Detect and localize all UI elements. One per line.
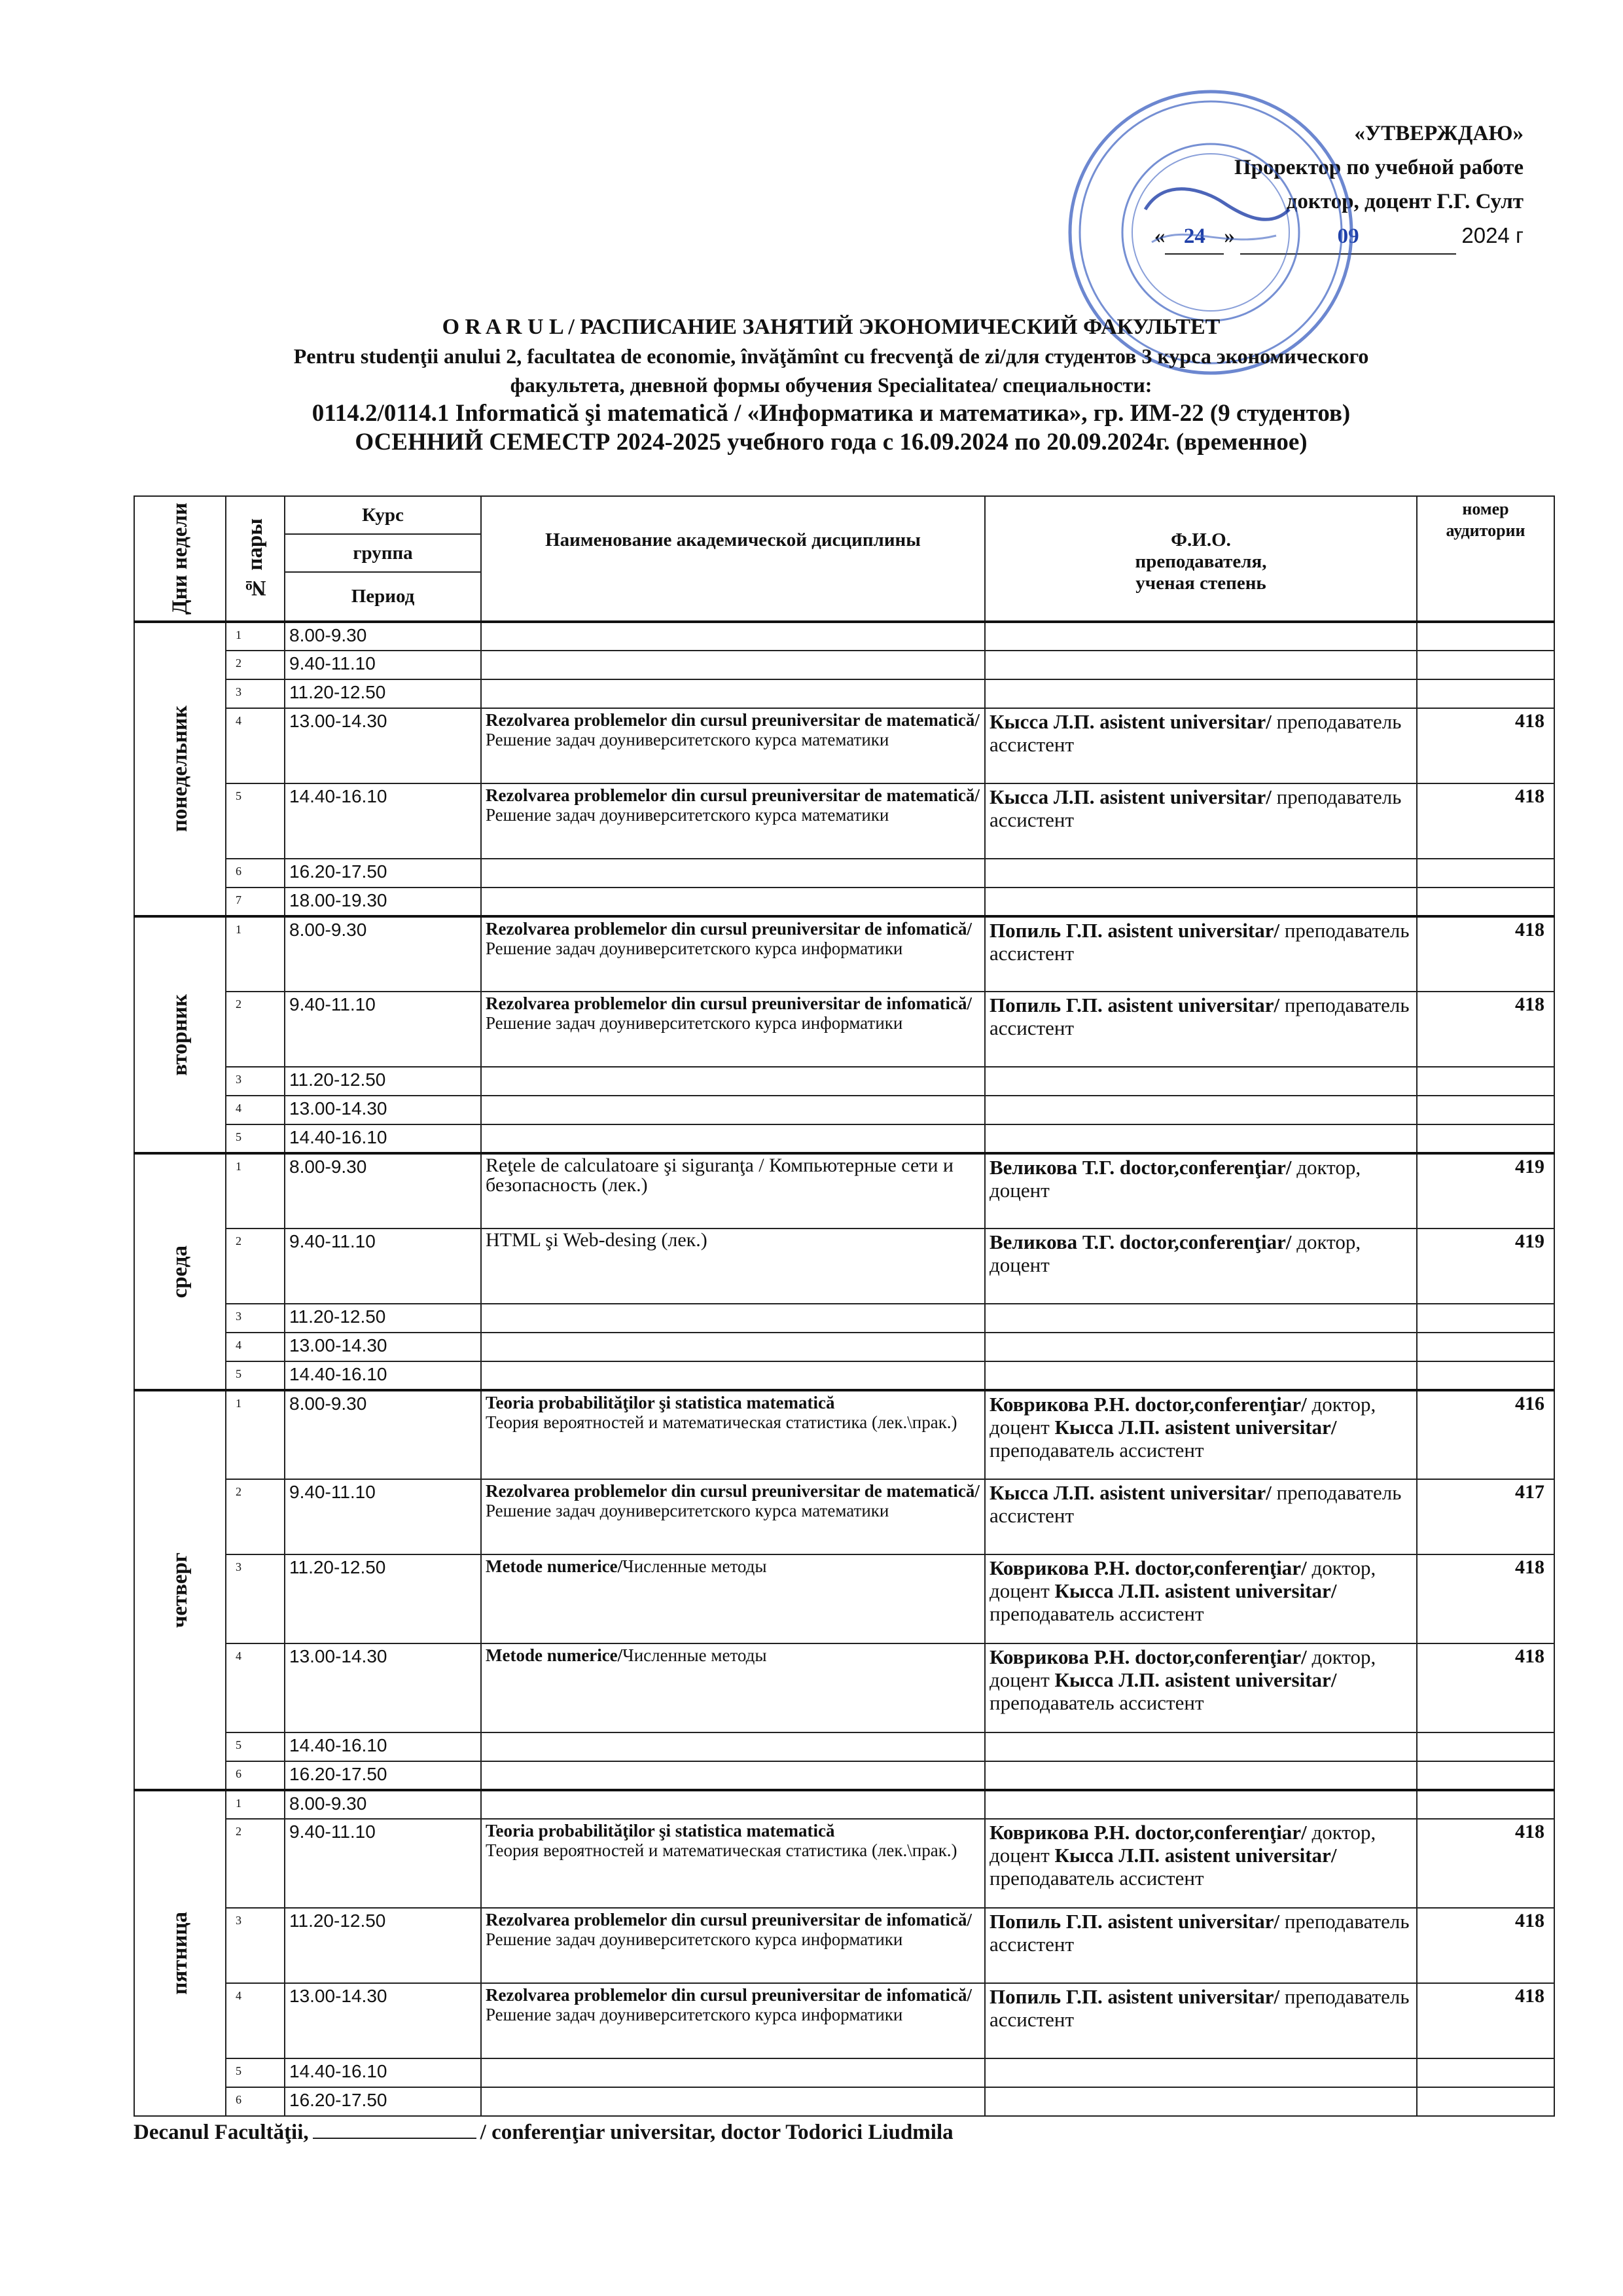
pair-number: 2 bbox=[226, 1479, 285, 1554]
room-number bbox=[1417, 859, 1554, 888]
discipline-ro: Rezolvarea problemelor din cursul preuniversitar de infomatică/ bbox=[486, 1910, 972, 1929]
room-number: 418 bbox=[1417, 992, 1554, 1067]
table-row bbox=[134, 1983, 1554, 2058]
teacher-name: Коврикова Р.Н. doctor,conferenţiar/ bbox=[990, 1393, 1307, 1416]
room-number: 417 bbox=[1417, 1479, 1554, 1554]
discipline-text: HTML şi Web-desing (лек.) bbox=[486, 1229, 707, 1251]
pair-time: 13.00-14.30 bbox=[285, 1983, 481, 2058]
day-label: среда bbox=[168, 1245, 192, 1299]
header-period: Период bbox=[285, 572, 481, 622]
discipline-cell bbox=[481, 2058, 985, 2087]
teacher-cell bbox=[985, 1908, 1417, 1983]
header-room: номер аудитории bbox=[1417, 496, 1554, 622]
room-number: 418 bbox=[1417, 1554, 1554, 1643]
pair-time: 11.20-12.50 bbox=[285, 679, 481, 708]
pair-time: 11.20-12.50 bbox=[285, 1908, 481, 1983]
pair-number: 6 bbox=[226, 2087, 285, 2116]
teacher-cell bbox=[985, 1390, 1417, 1479]
approval-year: 2024 г bbox=[1461, 223, 1524, 247]
teacher-cell bbox=[985, 2058, 1417, 2087]
discipline-cell bbox=[481, 708, 985, 783]
table-row bbox=[134, 1096, 1554, 1124]
discipline-ro: Rezolvarea problemelor din cursul preuniversitar de infomatică/ bbox=[486, 919, 972, 939]
pair-number: 4 bbox=[226, 1983, 285, 2058]
pair-time: 13.00-14.30 bbox=[285, 1333, 481, 1361]
discipline-ru: Решение задач доуниверситетского курса информатики bbox=[486, 2005, 903, 2024]
pair-time: 13.00-14.30 bbox=[285, 708, 481, 783]
teacher-cell bbox=[985, 1333, 1417, 1361]
room-number: 419 bbox=[1417, 1153, 1554, 1229]
day-label: понедельник bbox=[168, 706, 192, 833]
teacher-cell bbox=[985, 783, 1417, 859]
approval-title: «УТВЕРЖДАЮ» bbox=[1354, 122, 1524, 145]
teacher-cell bbox=[985, 1229, 1417, 1304]
pair-time: 9.40-11.10 bbox=[285, 992, 481, 1067]
teacher-name: Попиль Г.П. asistent universitar/ bbox=[990, 1985, 1280, 2008]
pair-time: 18.00-19.30 bbox=[285, 888, 481, 916]
teacher-name: Коврикова Р.Н. doctor,conferenţiar/ bbox=[990, 1645, 1307, 1668]
discipline-cell bbox=[481, 1124, 985, 1153]
table-row bbox=[134, 1908, 1554, 1983]
teacher-name: Попиль Г.П. asistent universitar/ bbox=[990, 919, 1280, 942]
teacher-cell bbox=[985, 859, 1417, 888]
discipline-ru: Численные методы bbox=[622, 1645, 767, 1665]
table-row bbox=[134, 1761, 1554, 1790]
discipline-ru: Решение задач доуниверситетского курса информатики bbox=[486, 939, 903, 958]
day-label: пятница bbox=[168, 1912, 192, 1995]
pair-number: 4 bbox=[226, 1643, 285, 1732]
room-number bbox=[1417, 2058, 1554, 2087]
discipline-cell bbox=[481, 859, 985, 888]
room-number: 418 bbox=[1417, 708, 1554, 783]
discipline-cell bbox=[481, 1554, 985, 1643]
discipline-cell bbox=[481, 2087, 985, 2116]
pair-time: 8.00-9.30 bbox=[285, 622, 481, 651]
header-specialty: 0114.2/0114.1 Informatică şi matematică / «Информатика и математика», гр. ИМ-22 (9 студентов) bbox=[312, 400, 1351, 427]
teacher-cell bbox=[985, 708, 1417, 783]
table-row bbox=[134, 888, 1554, 916]
room-number bbox=[1417, 1096, 1554, 1124]
pair-number: 5 bbox=[226, 1361, 285, 1390]
teacher-name: Коврикова Р.Н. doctor,conferenţiar/ bbox=[990, 1821, 1307, 1844]
teacher-name: Коврикова Р.Н. doctor,conferenţiar/ bbox=[990, 1556, 1307, 1579]
room-number bbox=[1417, 1304, 1554, 1333]
room-number: 418 bbox=[1417, 1983, 1554, 2058]
discipline-ru: Численные методы bbox=[622, 1556, 767, 1576]
header-course: Курс bbox=[285, 496, 481, 534]
room-number bbox=[1417, 622, 1554, 651]
pair-time: 8.00-9.30 bbox=[285, 1153, 481, 1229]
pair-time: 16.20-17.50 bbox=[285, 1761, 481, 1790]
discipline-cell bbox=[481, 1983, 985, 2058]
teacher-cell bbox=[985, 1153, 1417, 1229]
discipline-ru: Теория вероятностей и математическая статистика (лек.\прак.) bbox=[486, 1412, 957, 1432]
day-cell bbox=[134, 916, 226, 1153]
pair-time: 11.20-12.50 bbox=[285, 1067, 481, 1096]
table-row bbox=[134, 1153, 1554, 1229]
table-row bbox=[134, 651, 1554, 679]
discipline-ru: Решение задач доуниверситетского курса информатики bbox=[486, 1929, 903, 1949]
discipline-cell bbox=[481, 1790, 985, 1819]
teacher-cell bbox=[985, 1761, 1417, 1790]
table-row bbox=[134, 1390, 1554, 1479]
approval-position: Проректор по учебной работе bbox=[1234, 156, 1524, 179]
table-row bbox=[134, 1819, 1554, 1908]
pair-time: 8.00-9.30 bbox=[285, 916, 481, 992]
pair-number: 3 bbox=[226, 1554, 285, 1643]
teacher-degree-2: преподаватель ассистент bbox=[990, 1867, 1204, 1890]
table-row bbox=[134, 1304, 1554, 1333]
room-number bbox=[1417, 1790, 1554, 1819]
teacher-cell bbox=[985, 1790, 1417, 1819]
pair-time: 16.20-17.50 bbox=[285, 2087, 481, 2116]
pair-number: 1 bbox=[226, 1153, 285, 1229]
approval-date-close: » bbox=[1224, 224, 1235, 248]
discipline-ro: Rezolvarea problemelor din cursul preuniversitar de infomatică/ bbox=[486, 1985, 972, 2005]
discipline-cell bbox=[481, 1908, 985, 1983]
table-row bbox=[134, 1790, 1554, 1819]
day-cell bbox=[134, 1153, 226, 1390]
teacher-degree: преподаватель ассистент bbox=[990, 919, 1410, 965]
day-cell bbox=[134, 1390, 226, 1790]
teacher-cell bbox=[985, 916, 1417, 992]
teacher-degree: преподаватель ассистент bbox=[990, 1985, 1410, 2031]
pair-number: 5 bbox=[226, 783, 285, 859]
discipline-cell bbox=[481, 1153, 985, 1229]
header-semester: ОСЕННИЙ СЕМЕСТР 2024-2025 учебного года с 16.09.2024 по 20.09.2024г. (временное) bbox=[355, 429, 1308, 456]
dean-name: / conferenţiar universitar, doctor Todorici Liudmila bbox=[480, 2121, 954, 2144]
teacher-name-2: Кысса Л.П. asistent universitar/ bbox=[1054, 1668, 1337, 1691]
pair-number: 5 bbox=[226, 1732, 285, 1761]
pair-number: 1 bbox=[226, 916, 285, 992]
pair-time: 14.40-16.10 bbox=[285, 1361, 481, 1390]
pair-time: 16.20-17.50 bbox=[285, 859, 481, 888]
teacher-name: Попиль Г.П. asistent universitar/ bbox=[990, 994, 1280, 1016]
teacher-degree: доктор, доцент bbox=[990, 1556, 1376, 1602]
teacher-degree: доктор, доцент bbox=[990, 1230, 1361, 1276]
teacher-cell bbox=[985, 679, 1417, 708]
discipline-cell bbox=[481, 916, 985, 992]
room-number bbox=[1417, 1067, 1554, 1096]
room-number: 418 bbox=[1417, 916, 1554, 992]
header-title: O R A R U L / РАСПИСАНИЕ ЗАНЯТИЙ ЭКОНОМИЧЕСКИЙ ФАКУЛЬТЕТ bbox=[442, 315, 1221, 339]
table-row bbox=[134, 916, 1554, 992]
teacher-cell bbox=[985, 1479, 1417, 1554]
teacher-cell bbox=[985, 2087, 1417, 2116]
pair-number: 4 bbox=[226, 1096, 285, 1124]
pair-number: 3 bbox=[226, 1304, 285, 1333]
pair-time: 9.40-11.10 bbox=[285, 651, 481, 679]
table-row bbox=[134, 2058, 1554, 2087]
table-row bbox=[134, 1333, 1554, 1361]
header-line-3: факультета, дневной формы обучения Specialitatea/ специальности: bbox=[510, 373, 1152, 397]
discipline-ru: Решение задач доуниверситетского курса математики bbox=[486, 805, 889, 825]
pair-number: 3 bbox=[226, 679, 285, 708]
table-row bbox=[134, 1067, 1554, 1096]
approval-month: 09 bbox=[1240, 219, 1456, 255]
pair-number: 1 bbox=[226, 622, 285, 651]
room-number: 418 bbox=[1417, 1643, 1554, 1732]
teacher-cell bbox=[985, 1983, 1417, 2058]
discipline-ro: Teoria probabilităţilor şi statistica matematică bbox=[486, 1821, 835, 1840]
discipline-cell bbox=[481, 888, 985, 916]
approval-day: 24 bbox=[1165, 219, 1224, 255]
teacher-name: Кысса Л.П. asistent universitar/ bbox=[990, 785, 1272, 808]
pair-number: 2 bbox=[226, 1229, 285, 1304]
teacher-cell bbox=[985, 1096, 1417, 1124]
day-cell bbox=[134, 1790, 226, 2116]
room-number bbox=[1417, 1124, 1554, 1153]
teacher-degree: преподаватель ассистент bbox=[990, 1910, 1410, 1956]
teacher-cell bbox=[985, 651, 1417, 679]
discipline-ru: Теория вероятностей и математическая статистика (лек.\прак.) bbox=[486, 1840, 957, 1860]
discipline-cell bbox=[481, 1304, 985, 1333]
room-number bbox=[1417, 888, 1554, 916]
pair-number: 1 bbox=[226, 1790, 285, 1819]
discipline-cell bbox=[481, 1096, 985, 1124]
discipline-cell bbox=[481, 1643, 985, 1732]
discipline-cell bbox=[481, 622, 985, 651]
discipline-cell bbox=[481, 1479, 985, 1554]
teacher-cell bbox=[985, 992, 1417, 1067]
pair-number: 7 bbox=[226, 888, 285, 916]
discipline-cell bbox=[481, 651, 985, 679]
teacher-name-2: Кысса Л.П. asistent universitar/ bbox=[1054, 1416, 1337, 1439]
pair-time: 14.40-16.10 bbox=[285, 1124, 481, 1153]
pair-number: 1 bbox=[226, 1390, 285, 1479]
pair-time: 13.00-14.30 bbox=[285, 1096, 481, 1124]
discipline-text: Reţele de calculatoare şi siguranţa / Компьютерные сети и безопасность (лек.) bbox=[486, 1155, 954, 1196]
teacher-cell bbox=[985, 1643, 1417, 1732]
pair-number: 2 bbox=[226, 651, 285, 679]
table-row bbox=[134, 783, 1554, 859]
room-number bbox=[1417, 1732, 1554, 1761]
pair-time: 14.40-16.10 bbox=[285, 2058, 481, 2087]
discipline-ru: Решение задач доуниверситетского курса математики bbox=[486, 1501, 889, 1520]
header-teacher: Ф.И.О. преподавателя, ученая степень bbox=[985, 496, 1417, 622]
discipline-cell bbox=[481, 1361, 985, 1390]
pair-time: 9.40-11.10 bbox=[285, 1229, 481, 1304]
discipline-ro: Rezolvarea problemelor din cursul preuniversitar de infomatică/ bbox=[486, 994, 972, 1013]
discipline-cell bbox=[481, 679, 985, 708]
pair-time: 14.40-16.10 bbox=[285, 783, 481, 859]
table-row bbox=[134, 2087, 1554, 2116]
pair-number: 4 bbox=[226, 1333, 285, 1361]
teacher-degree-2: преподаватель ассистент bbox=[990, 1602, 1204, 1625]
teacher-degree: преподаватель ассистент bbox=[990, 1481, 1402, 1527]
pair-number: 5 bbox=[226, 1124, 285, 1153]
pair-number: 4 bbox=[226, 708, 285, 783]
teacher-cell bbox=[985, 888, 1417, 916]
table-row bbox=[134, 1361, 1554, 1390]
table-row bbox=[134, 859, 1554, 888]
room-number bbox=[1417, 1761, 1554, 1790]
room-number bbox=[1417, 651, 1554, 679]
teacher-cell bbox=[985, 1554, 1417, 1643]
day-cell bbox=[134, 622, 226, 916]
table-row bbox=[134, 1732, 1554, 1761]
discipline-cell bbox=[481, 1067, 985, 1096]
room-number: 418 bbox=[1417, 1819, 1554, 1908]
discipline-cell bbox=[481, 1333, 985, 1361]
table-row bbox=[134, 1124, 1554, 1153]
teacher-name: Попиль Г.П. asistent universitar/ bbox=[990, 1910, 1280, 1933]
teacher-cell bbox=[985, 1304, 1417, 1333]
discipline-cell bbox=[481, 1761, 985, 1790]
teacher-cell bbox=[985, 622, 1417, 651]
day-label: четверг bbox=[168, 1552, 192, 1628]
teacher-name: Великова Т.Г. doctor,conferenţiar/ bbox=[990, 1230, 1292, 1253]
pair-number: 6 bbox=[226, 859, 285, 888]
room-number bbox=[1417, 1333, 1554, 1361]
approval-person: доктор, доцент Г.Г. Султ bbox=[1286, 190, 1524, 213]
room-number bbox=[1417, 2087, 1554, 2116]
teacher-degree: доктор, доцент bbox=[990, 1645, 1376, 1691]
teacher-degree: доктор, доцент bbox=[990, 1821, 1376, 1867]
teacher-degree: доктор, доцент bbox=[990, 1156, 1361, 1202]
table-row bbox=[134, 708, 1554, 783]
header-days: Дни недели bbox=[134, 496, 226, 622]
pair-number: 3 bbox=[226, 1067, 285, 1096]
pair-time: 8.00-9.30 bbox=[285, 1390, 481, 1479]
pair-number: 6 bbox=[226, 1761, 285, 1790]
table-row bbox=[134, 1479, 1554, 1554]
discipline-cell bbox=[481, 1819, 985, 1908]
signature-line bbox=[134, 2121, 954, 2145]
table-row bbox=[134, 622, 1554, 651]
table-row bbox=[134, 1229, 1554, 1304]
header-discipline: Наименование академической дисциплины bbox=[481, 496, 985, 622]
room-number bbox=[1417, 1361, 1554, 1390]
teacher-degree: преподаватель ассистент bbox=[990, 710, 1402, 756]
room-number: 419 bbox=[1417, 1229, 1554, 1304]
day-label: вторник bbox=[168, 994, 192, 1076]
discipline-cell bbox=[481, 1390, 985, 1479]
pair-time: 8.00-9.30 bbox=[285, 1790, 481, 1819]
pair-number: 5 bbox=[226, 2058, 285, 2087]
discipline-ro: Teoria probabilităţilor şi statistica matematică bbox=[486, 1393, 835, 1412]
schedule-table bbox=[134, 495, 1555, 2117]
teacher-cell bbox=[985, 1124, 1417, 1153]
teacher-name: Великова Т.Г. doctor,conferenţiar/ bbox=[990, 1156, 1292, 1179]
teacher-cell bbox=[985, 1067, 1417, 1096]
dean-label: Decanul Facultăţii, bbox=[134, 2121, 309, 2144]
discipline-ro: Rezolvarea problemelor din cursul preuniversitar de matematică/ bbox=[486, 710, 980, 730]
pair-time: 14.40-16.10 bbox=[285, 1732, 481, 1761]
teacher-name: Кысса Л.П. asistent universitar/ bbox=[990, 710, 1272, 733]
pair-number: 3 bbox=[226, 1908, 285, 1983]
pair-number: 2 bbox=[226, 1819, 285, 1908]
discipline-cell bbox=[481, 1229, 985, 1304]
teacher-name-2: Кысса Л.П. asistent universitar/ bbox=[1054, 1579, 1337, 1602]
table-row bbox=[134, 1554, 1554, 1643]
teacher-cell bbox=[985, 1361, 1417, 1390]
pair-time: 11.20-12.50 bbox=[285, 1554, 481, 1643]
room-number: 416 bbox=[1417, 1390, 1554, 1479]
table-row bbox=[134, 679, 1554, 708]
pair-time: 9.40-11.10 bbox=[285, 1819, 481, 1908]
teacher-degree-2: преподаватель ассистент bbox=[990, 1439, 1204, 1462]
room-number bbox=[1417, 679, 1554, 708]
discipline-ro: Metode numerice/ bbox=[486, 1556, 623, 1576]
teacher-degree: преподаватель ассистент bbox=[990, 785, 1402, 831]
teacher-degree: преподаватель ассистент bbox=[990, 994, 1410, 1039]
discipline-ro: Rezolvarea problemelor din cursul preuniversitar de matematică/ bbox=[486, 785, 980, 805]
table-row bbox=[134, 1643, 1554, 1732]
teacher-cell bbox=[985, 1819, 1417, 1908]
discipline-ru: Решение задач доуниверситетского курса математики bbox=[486, 730, 889, 749]
discipline-ro: Rezolvarea problemelor din cursul preuniversitar de matematică/ bbox=[486, 1481, 980, 1501]
teacher-name: Кысса Л.П. asistent universitar/ bbox=[990, 1481, 1272, 1504]
room-number: 418 bbox=[1417, 1908, 1554, 1983]
discipline-cell bbox=[481, 783, 985, 859]
pair-number: 2 bbox=[226, 992, 285, 1067]
header-line-2: Pentru studenţii anului 2, facultatea de economie, învăţămînt cu frecvenţă de zi/для студентов 3 курса экономического bbox=[293, 344, 1369, 368]
room-number: 418 bbox=[1417, 783, 1554, 859]
document-header bbox=[79, 313, 1584, 457]
header-pair-number: № пары bbox=[226, 496, 285, 622]
teacher-name-2: Кысса Л.П. asistent universitar/ bbox=[1054, 1844, 1337, 1867]
teacher-cell bbox=[985, 1732, 1417, 1761]
teacher-degree: доктор, доцент bbox=[990, 1393, 1376, 1439]
discipline-cell bbox=[481, 1732, 985, 1761]
approval-date-open: « bbox=[1154, 224, 1166, 248]
pair-time: 9.40-11.10 bbox=[285, 1479, 481, 1554]
pair-time: 13.00-14.30 bbox=[285, 1643, 481, 1732]
teacher-degree-2: преподаватель ассистент bbox=[990, 1691, 1204, 1714]
pair-time: 11.20-12.50 bbox=[285, 1304, 481, 1333]
table-row bbox=[134, 992, 1554, 1067]
dean-signature bbox=[313, 2138, 476, 2139]
header-group: группа bbox=[285, 534, 481, 572]
discipline-ru: Решение задач доуниверситетского курса информатики bbox=[486, 1013, 903, 1033]
discipline-ro: Metode numerice/ bbox=[486, 1645, 623, 1665]
discipline-cell bbox=[481, 992, 985, 1067]
